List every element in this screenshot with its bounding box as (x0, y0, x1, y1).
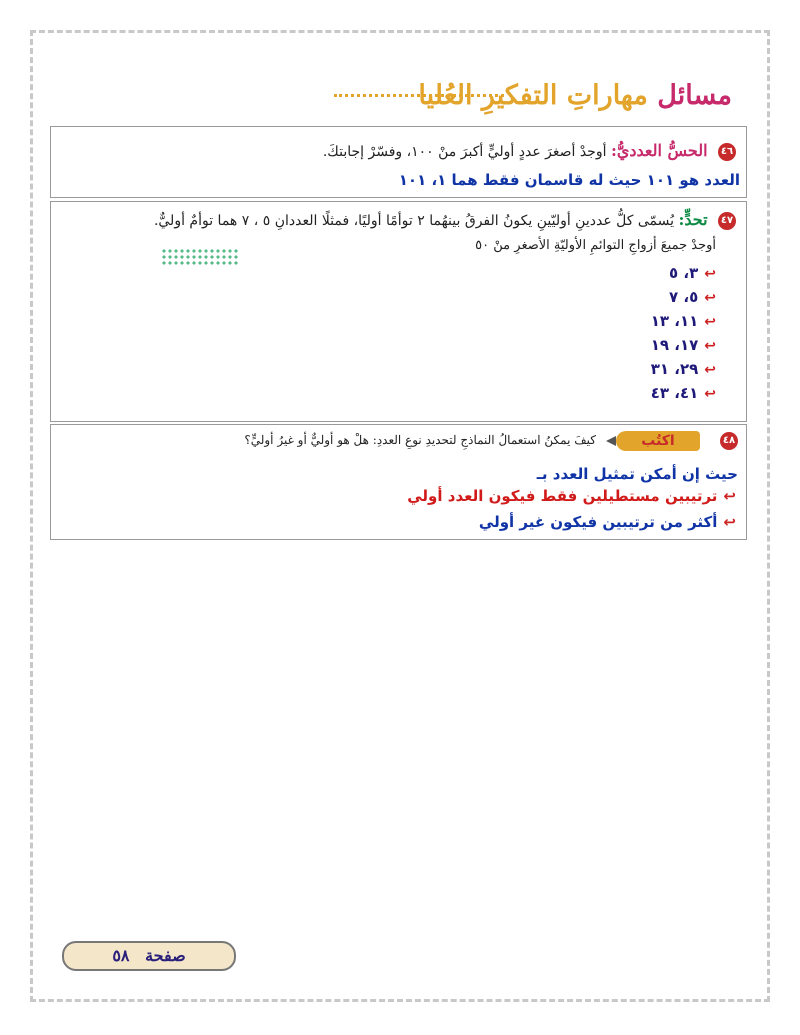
page-number: ٥٨ (112, 946, 130, 965)
pair-item (596, 336, 716, 358)
check-arrow-icon: ↩ (723, 513, 736, 531)
pair-value: ٥، ٧ (669, 288, 699, 306)
pair-item (596, 384, 716, 406)
answer-line-3 (479, 513, 736, 531)
question-number: ٤٦ (718, 143, 736, 161)
page-label: صفحة (145, 946, 186, 965)
page-number-badge (62, 941, 236, 971)
question-47 (50, 201, 747, 422)
title-dots (334, 94, 504, 97)
answer-line-2 (407, 487, 736, 505)
question-text: يُسمّى كلُّ عددينِ أوليّينِ يكونُ الفرقُ بينهُما ٢ توأمًا أوليًا، فمثلًا العددانِ ٥ ، ٧ هما توأمٌ أوليٌّ. (153, 213, 674, 229)
title-rest: مهاراتِ التفكيرِ العُليا (418, 80, 648, 111)
answer-text: العدد هو ١٠١ حيث له قاسمان فقط هما ١، ١٠١ (398, 171, 740, 189)
question-text: كيفَ يمكنُ استعمالُ النماذجِ لتحديدِ نوعِ العددِ: هلْ هو أوليٌّ أو غيرُ أوليٍّ؟ (244, 433, 596, 447)
answer-line-1: حيث إن أمكن تمثيل العدد بـ (536, 465, 738, 483)
question-subtext: أوجدْ جميعَ أزواجِ التوائمِ الأوليّةِ الأصغرِ منْ ٥٠ (475, 238, 716, 253)
question-label: الحسُّ العدديُّ: (610, 141, 708, 160)
question-46-line (323, 141, 736, 161)
question-46 (50, 126, 747, 198)
check-arrow-icon: ↩ (704, 362, 716, 378)
pair-item (596, 360, 716, 382)
question-48 (50, 424, 747, 540)
pair-value: ٣، ٥ (669, 264, 699, 282)
write-badge: اكتُب (616, 431, 700, 451)
question-number: ٤٧ (718, 212, 736, 230)
check-arrow-icon: ↩ (704, 386, 716, 402)
question-label: تحدٍّ: (678, 210, 708, 229)
check-arrow-icon: ↩ (704, 266, 716, 282)
question-number: ٤٨ (720, 432, 738, 450)
check-arrow-icon: ↩ (704, 338, 716, 354)
section-heading (270, 72, 740, 122)
pair-value: ٤١، ٤٣ (650, 384, 699, 402)
pair-item (596, 288, 716, 310)
pair-value: ١١، ١٣ (650, 312, 699, 330)
answer-line-3-text: أكثر من ترتيبين فيكون غير أولي (478, 513, 718, 531)
title-highlight: مسائل (657, 80, 732, 111)
pair-item (596, 264, 716, 286)
pair-value: ٢٩، ٣١ (650, 360, 699, 378)
pencil-icon (606, 436, 616, 446)
pair-item (596, 312, 716, 334)
check-arrow-icon: ↩ (704, 314, 716, 330)
check-arrow-icon: ↩ (704, 290, 716, 306)
answer-line-2-text: ترتيبين مستطيلين فقط فيكون العدد أولي (407, 487, 718, 505)
check-arrow-icon: ↩ (723, 487, 736, 505)
question-text: أوجدْ أصغرَ عددٍ أوليٍّ أكبرَ منْ ١٠٠، وفسّرْ إجابتكَ. (322, 144, 607, 160)
question-47-line (154, 210, 736, 230)
decorative-dots (161, 248, 239, 266)
pair-value: ١٧، ١٩ (650, 336, 699, 354)
